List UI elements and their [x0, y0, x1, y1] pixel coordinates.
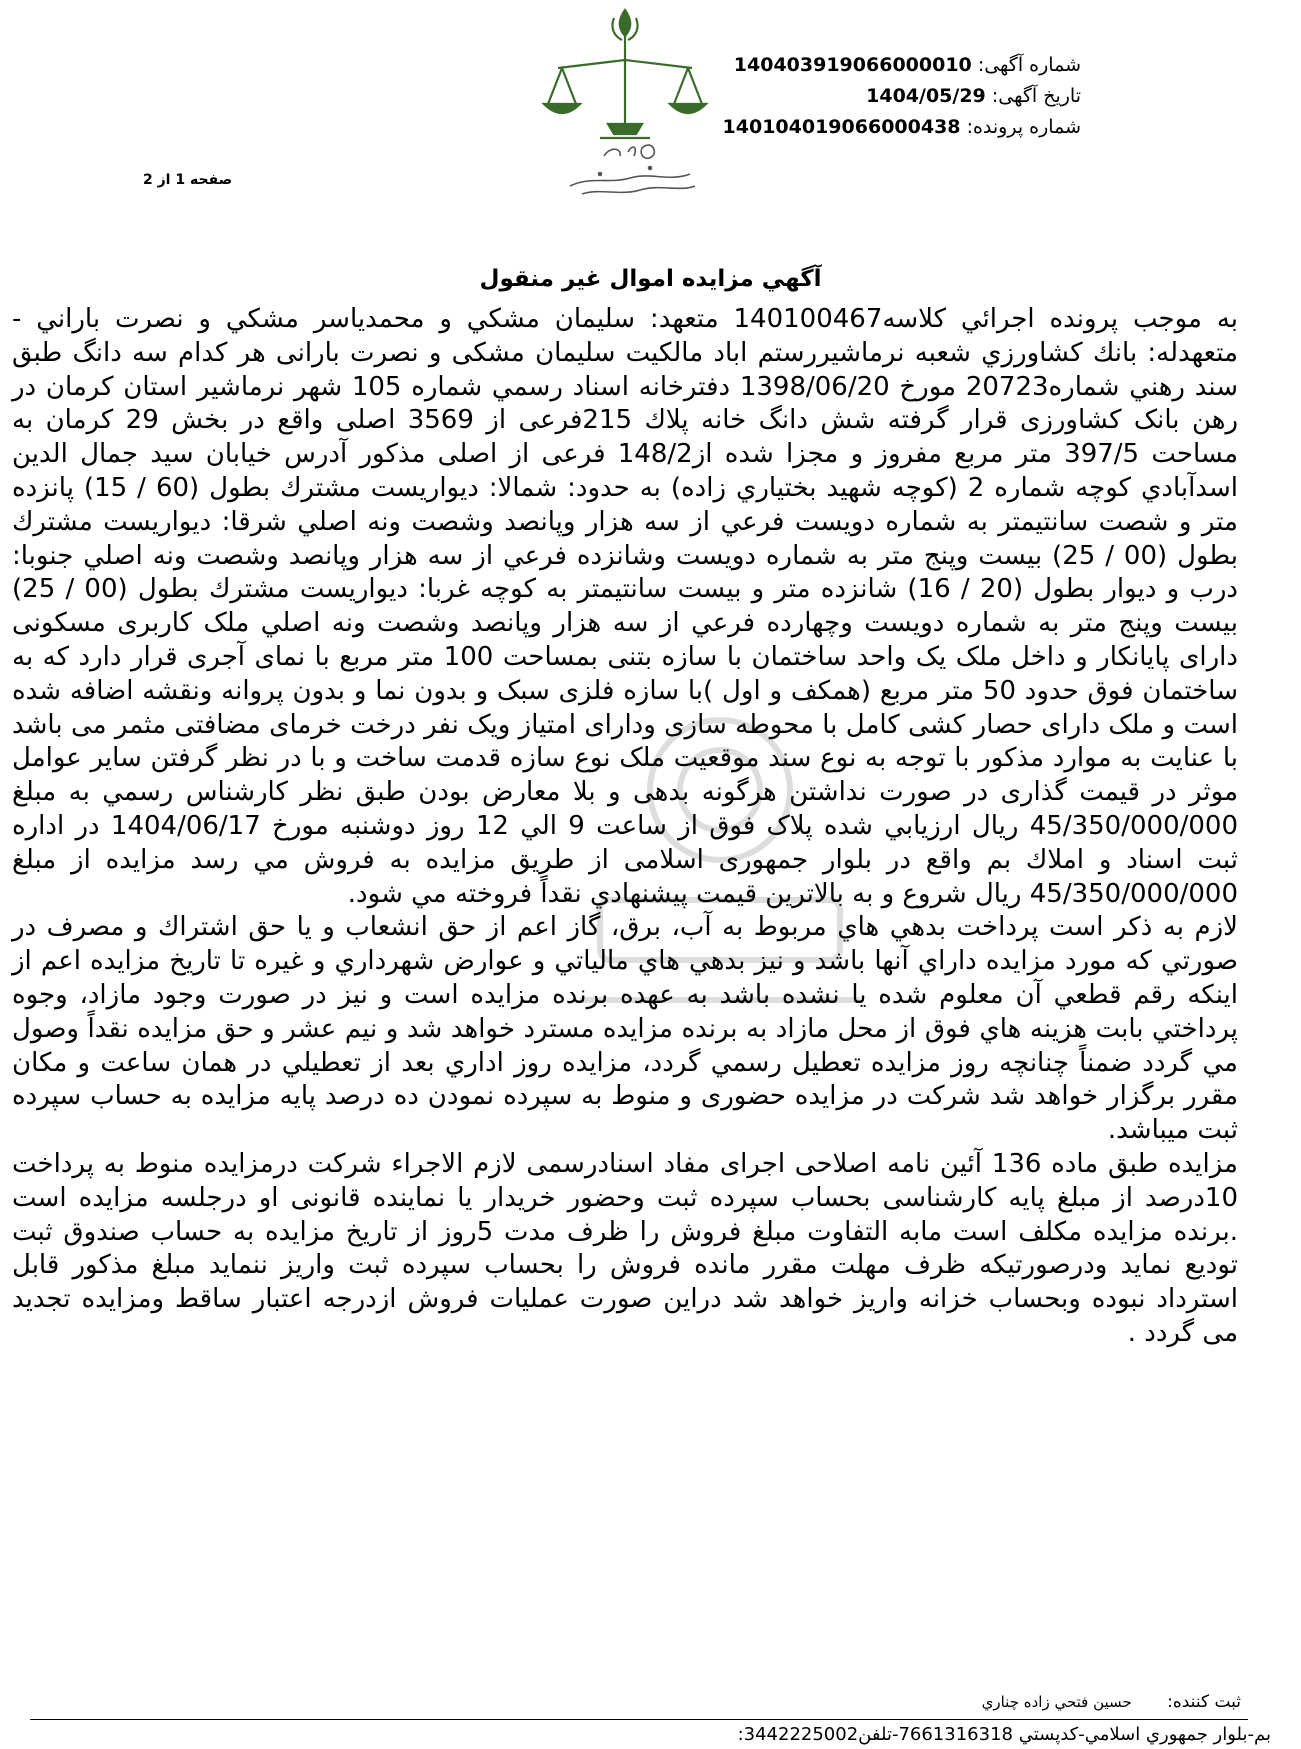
case-number-row: [723, 112, 1081, 143]
case-number-label: شماره پرونده:: [966, 116, 1081, 138]
document-body: [12, 303, 1238, 1351]
case-number: 140104019066000438: [722, 116, 961, 138]
notice-date: 1404/05/29: [866, 85, 986, 107]
notice-number-row: [723, 50, 1081, 81]
notice-date-label: تاریخ آگهی:: [991, 85, 1081, 107]
document-title: آگهي مزايده اموال غير منقول: [479, 266, 822, 292]
office-address: بم-بلوار جمهوري اسلامي-کدپستي 7661316318-تلفن3442225002:: [737, 1724, 1271, 1745]
page-indicator: صفحه 1 از 2: [143, 172, 233, 188]
registrar-name: حسين فتحي زاده چناري: [981, 1693, 1132, 1711]
registrar: [982, 1692, 1241, 1712]
notice-number: 140403919066000010: [733, 54, 972, 76]
judiciary-emblem: [530, 6, 720, 206]
notice-number-label: شماره آگهی:: [977, 54, 1081, 76]
notice-date-row: [723, 81, 1081, 112]
registrar-label: ثبت کننده:: [1167, 1692, 1241, 1712]
body-paragraph-3: مزايده طبق ماده 136 آئین نامه اصلاحی اجرای مفاد اسنادرسمی لازم الاجراء شرکت درمزایده منوط به پرداخت 10درصد از مبلغ پایه کارشناسی بحساب سپرده ثبت وحضور خریدار یا نماینده قانونی او درجلسه مزایده است .برنده مزایده مکلف است مابه التفاوت مبلغ فروش را ظرف مدت 5روز از تاریخ مزایده به حساب صندوق ثبت تودیع نماید ودرصورتیکه ظرف مهلت مقرر مانده فروش را بحساب سپرده ثبت واریز ننماید مبلغ مذکور قابل استرداد نبوده وبحساب خزانه واریز خواهد شد دراین صورت عملیات فروش ازدرجه اعتبار ساقط ومزایده تجدید می گردد .: [12, 1148, 1238, 1348]
notice-header: [723, 50, 1081, 143]
body-paragraph-2: لازم به ذكر است پرداخت بدهي هاي مربوط به آب، برق، گاز اعم از حق انشعاب و يا حق اشتراك و مصرف در صورتي كه مورد مزايده داراي آنها باشد و نيز بدهي هاي مالياتي و عوارض شهرداري و غيره تا تاريخ مزايده اعم از اينكه رقم قطعي آن معلوم شده يا نشده باشد به عهده برنده مزايده است و نيز در صورت وجود مازاد، وجوه پرداختي بابت هزينه هاي فوق از محل مازاد به برنده مزايده مسترد خواهد شد و نيم عشر و حق مزايده نقداً وصول مي گردد ضمناً چنانچه روز مزايده تعطيل رسمي گردد، مزايده روز اداري بعد از تعطيلي در همان ساعت و مكان مقرر برگزار خواهد شد شرکت در مزایده حضوری و منوط به سپرده نمودن ده درصد پایه مزایده به حساب سپرده ثبت میباشد.: [12, 912, 1238, 1146]
footer-divider: [30, 1719, 1248, 1720]
body-paragraph-1: به موجب پرونده اجرائي كلاسه140100467 متعهد: سليمان مشكي و محمدياسر مشكي و نصرت باراني - متعهدله: بانك كشاورزي شعبه نرماشيررستم اباد مالكيت سليمان مشكی و نصرت بارانی هر كدام سه دانگ طبق سند رهني شماره20723 مورخ 1398/06/20 دفترخانه اسناد رسمي شماره 105 شهر نرماشير استان كرمان در رهن بانک کشاورزی قرار گرفته شش دانگ خانه پلاك 215فرعی از 3569 اصلی واقع در بخش 29 كرمان به مساحت 397/5 متر مربع مفروز و مجزا شده از148/2 فرعی از اصلی مذكور آدرس خيابان سيد جمال الدين اسدآبادي كوچه شماره 2 (كوچه شهيد بختياري زاده) به حدود: شمالا: ديواريست مشترك بطول (60 / 15) پانزده متر و شصت سانتيمتر به شماره دويست فرعي از سه هزار وپانصد وشصت ونه اصلي شرقا: ديواريست مشترك بطول (00 / 25) بيست وپنج متر به شماره دويست وشانزده فرعي از سه هزار وپانصد وشصت ونه اصلي جنوبا: درب و ديوار بطول (20 / 16) شانزده متر و بيست سانتيمتر به كوچه غربا: ديواريست مشترك بطول (00 / 25) بيست وپنج متر به شماره دويست وچهارده فرعي از سه هزار وپانصد وشصت ونه اصلي ملک کاربری مسکونی دارای پایانکار و داخل ملک یک واحد ساختمان با سازه بتنی بمساحت 100 متر مربع با نمای آجری قرار دارد که به ساختمان فوق حدود 50 متر مربع (همکف و اول )با سازه فلزی سبک و بدون نما و بدون پروانه ونقشه اضافه شده است و ملک دارای حصار کشی کامل با محوطه سازی ودارای امتیاز ویک نفر درخت خرمای مضافتی مثمر می باشد با عنایت به موارد مذکور با توجه به نوع سند موقعیت ملک نوع سازه قدمت ساخت و با در نظر گرفتن سایر عوامل موثر در قيمت گذاری در صورت نداشتن هرگونه بدهی و بلا معارض بودن طبق نظر كارشناس رسمي به مبلغ 45/350/000/000 ريال ارزيابي شده پلاک فوق از ساعت 9 الي 12 روز دوشنبه مورخ 1404/06/17 در اداره ثبت اسناد و املاك بم واقع در بلوار جمهوری اسلامی از طريق مزايده به فروش مي رسد مزايده از مبلغ 45/350/000/000 ريال شروع و به بالاترين قيمت پيشنهادي نقداً فروخته مي شود.: [12, 304, 1239, 909]
